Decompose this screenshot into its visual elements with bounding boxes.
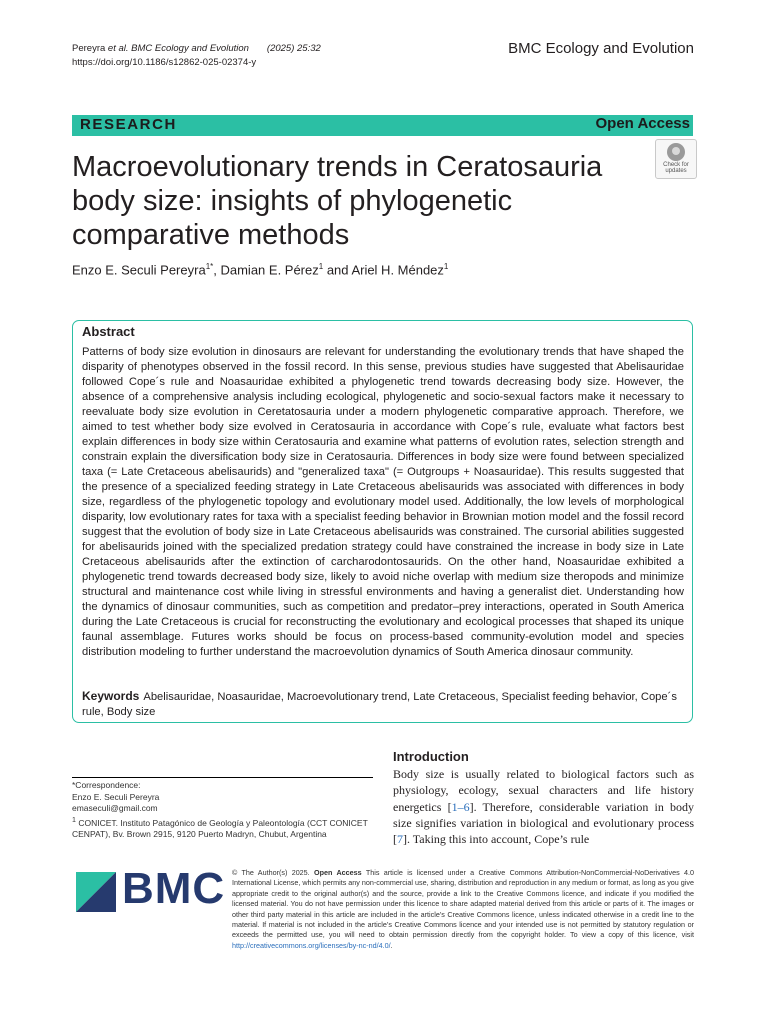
article-title: Macroevolutionary trends in Ceratosauria body size: insights of phylogenetic comparative methods [72, 151, 603, 251]
bmc-logo-icon [76, 872, 116, 912]
citation-link[interactable]: 7 [397, 832, 403, 847]
correspondence-footnote [72, 780, 372, 840]
keywords-label: Keywords [82, 689, 140, 703]
keywords-text: Abelisauridae, Noasauridae, Macroevolutionary trend, Late Cretaceous, Specialist feeding behavior, Cope´s rule, Body size [82, 691, 677, 718]
introduction-heading: Introduction [393, 749, 469, 764]
correspondence-affiliation: $^1$ CONICET. Instituto Patagónico de Geología y Paleontología (CCT CONICET CENPAT), Bv. Brown 2915, 9120 Puerto Madryn, Chubut, Argentina [72, 815, 368, 839]
license-statement: © The Author(s) 2025. Open Access This article is licensed under a Creative Commons Attribution-NonCommercial-NoDerivatives 4.0 International License, which permits any non-commercial use, sharing, distribution and reproduction in any medium or format, as long as you give appropriate credit to the original author(s) and the source, provide a link to the Creative Commons licence, and indicate if you modified the licensed material. You do not have permission under this licence to share adapted material derived from this article or parts of it. The images or other third party material in this article are included in the article’s Creative Commons licence, unless indicated otherwise in a credit line to the material. If material is not included in the article’s Creative Commons licence and your intended use is not permitted by statutory regulation or exceeds the permitted use, you will need to obtain permission directly from the copyright holder. To view a copy of this licence, visit http://creativecommons.org/licenses/by-nc-nd/4.0/. [232, 868, 694, 950]
header-year-volume: (2025) 25:32 [266, 43, 321, 54]
author-conjunction: and [326, 262, 349, 278]
header-authors: Pereyra [72, 43, 108, 54]
introduction-text: Body size is usually related to biological factors such as physiology, ecology, sexual characters and life history energetics [1–6]. Therefore, considerable variation in body size signifies variation in biological and evolutionary process [7]. Taking this into account, Cope’s rule [393, 767, 695, 847]
header-doi[interactable]: https://doi.org/10.1186/s12862-025-02374-y [72, 57, 257, 68]
keywords [82, 689, 684, 720]
abstract-heading: Abstract [82, 324, 135, 339]
check-for-updates-badge[interactable] [655, 139, 697, 179]
check-updates-text: Check for updates [663, 162, 689, 174]
author-1[interactable]: Enzo E. Seculi Pereyra [72, 262, 206, 278]
author-2[interactable]: Damian E. Pérez [220, 262, 319, 278]
open-access-label: Open Access [595, 115, 690, 132]
footnote-divider [72, 777, 373, 778]
header-citation [72, 42, 321, 70]
citation-link[interactable]: 1–6 [451, 799, 470, 814]
journal-name: BMC Ecology and Evolution [508, 40, 694, 57]
check-updates-icon [667, 143, 685, 161]
article-type-banner [72, 115, 693, 136]
author-3[interactable]: Ariel H. Méndez [351, 262, 444, 278]
header-et-al: et al. [107, 43, 129, 54]
bmc-logo-text: BMC [122, 864, 226, 913]
article-type-label: RESEARCH [80, 116, 177, 133]
abstract-text: Patterns of body size evolution in dinosaurs are relevant for understanding the evolutionary trends that have shaped the disparity of phenotypes observed in the fossil record. In this sense, previous studies have suggested that Abelisauridae followed Cope´s rule and Noasauridae exhibited a phylogenetic trend towards decreasing body size. However, the absence of a comprehensive analysis including ecological, phylogenetic and socio-sexual factors make it necessary to reevaluate body size evolution in Ceretatosauria under a modern phylogenetic comparative approach. Therefore, we aimed to test whether body size evolved in Ceratosauria in accordance with Cope´s rule, evaluate what factors best explain differences in body size within Ceratosauria and examine what patterns of evolution rates, selection strength and constrain explain the diversification body size in Ceratosauria. Differences in body size were found between specialized taxa (= Late Cretaceous abelisaurids) and "generalized taxa" (= Outgroups + Noasauridae). This results suggested that the presence of a specialized feeding strategy in Late Cretaceous abelisaurids was associated with differences in body size, regardless of the phylogenetic topology and evolutionary model used. Additionally, the low levels of morphological disparity, low evolutionary rates for taxa with a specialist feeding behavior in Brownian motion model and the fossil record suggest that the evolution of body size in Late Cretaceous abelisaurids was constrained. The cursorial abilities suggested for abelisaurids joined with the specialized predation strategy could have constrained the increase in body size in Late Cretaceous abelisaurids after the extinction of carcharodontosaurids. On the other hand, Noasauridae exhibited a phylogenetic trend towards decreased body size, likely to avoid niche overlap with medium size theropods and minimize structural and maintenance cost while living in stressful environments and having a generalist diet. Understanding how the dynamics of dinosaur communities, such as competition and predator–prey interactions, operated in South America during the Late Cretaceous is crucial for reconstructing the evolutionary and ecological processes that shaped its unique faunal assemblage. Futures works should be focus on process-based community-evolution model and species distribution modeling to further understand the macroevolution dynamics of South America dinosaur community. [82, 346, 684, 658]
author-2-affiliation: 1 [318, 262, 324, 271]
author-list: Enzo E. Seculi Pereyra$^{1*}$, Damian E. Pérez$^1$ and Ariel H. Méndez$^1$ [72, 262, 449, 278]
correspondence-label: *Correspondence: [72, 780, 141, 790]
author-1-affiliation: 1* [205, 262, 214, 271]
author-3-affiliation: 1 [443, 262, 449, 271]
correspondence-email[interactable]: emaseculi@gmail.com [72, 803, 158, 813]
license-link[interactable]: http://creativecommons.org/licenses/by-nc-nd/4.0/ [232, 940, 391, 950]
header-journal-short: BMC Ecology and Evolution [131, 43, 249, 54]
correspondence-name: Enzo E. Seculi Pereyra [72, 791, 160, 802]
